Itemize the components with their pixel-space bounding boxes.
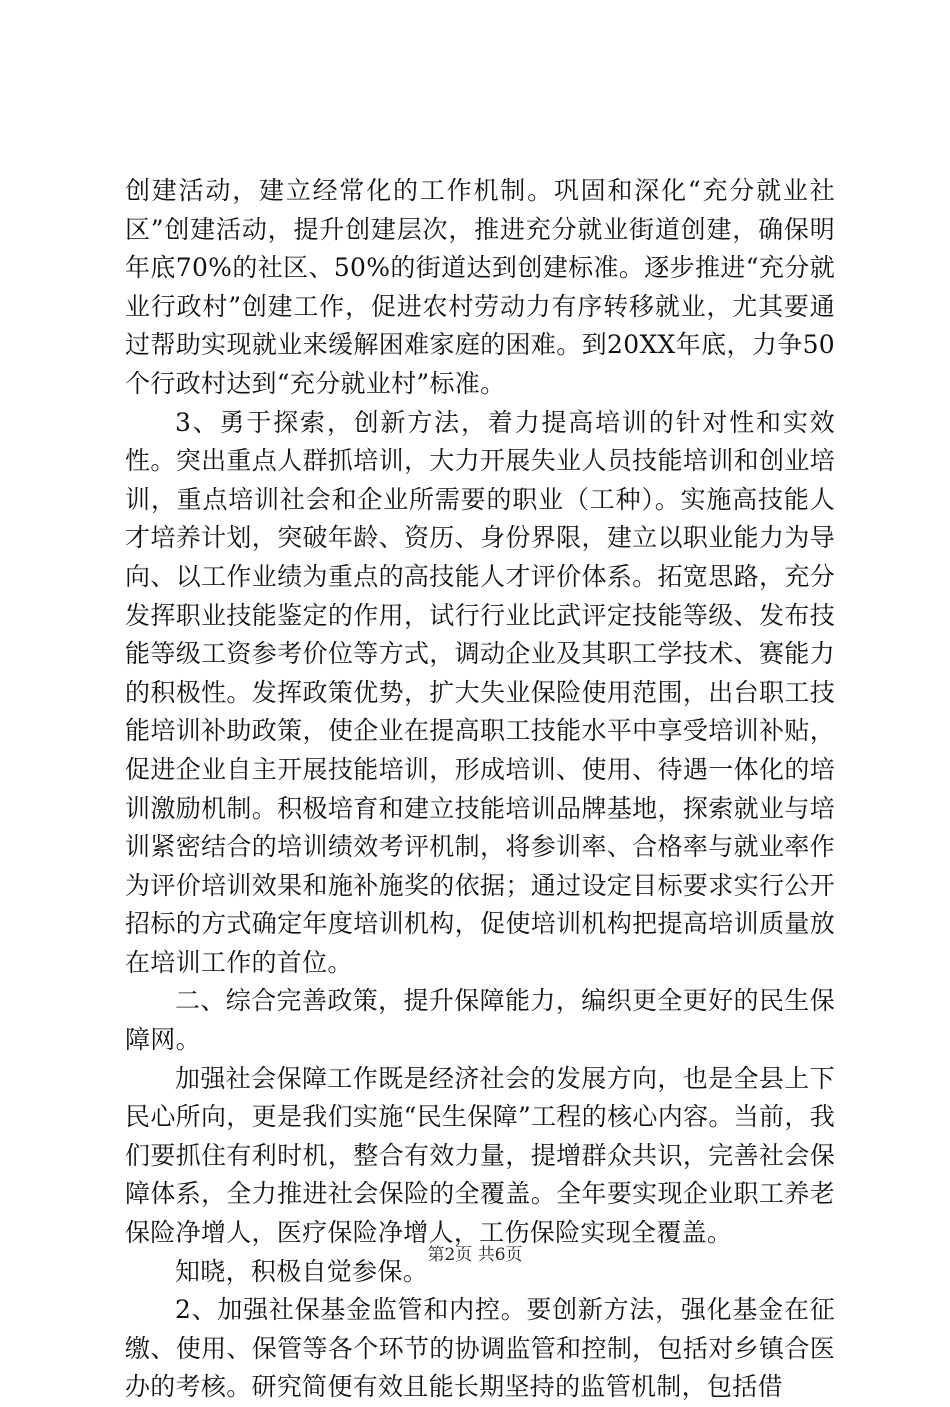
paragraph-continuation: 创建活动，建立经常化的工作机制。巩固和深化“充分就业社区”创建活动，提升创建层次，推进充分就业街道创建，确保明年底70%的社区、50%的街道达到创建标准。逐步推进“充分就业行政村”创建工作，促进农村劳动力有序转移就业，尤其要通过帮助实现就业来缓解困难家庭的困难。到20XX年底，力争50个行政村达到“充分就业村”标准。 bbox=[125, 176, 835, 398]
page-footer: 第2页 共6页 bbox=[427, 1245, 523, 1265]
paragraph-social-security: 加强社会保障工作既是经济社会的发展方向，也是全县上下民心所向，更是我们实施“民生保障”工程的核心内容。当前，我们要抓住有利时机，整合有效力量，提增群众共识，完善社会保障体系，全力推进社会保险的全覆盖。全年要实现企业职工养老保险净增人，医疗保险净增人，工伤保险实现全覆盖。 bbox=[125, 1063, 835, 1248]
paragraph-awareness: 知晓，积极自觉参保。 bbox=[175, 1256, 429, 1286]
document-body bbox=[125, 172, 835, 1407]
paragraph-heading-two: 二、综合完善政策，提升保障能力，编织更全更好的民生保障网。 bbox=[125, 986, 835, 1055]
paragraph-fund-supervision: 2、加强社保基金监管和内控。要创新方法，强化基金在征缴、使用、保管等各个环节的协调监管和控制，包括对乡镇合医办的考核。研究简便有效且能长期坚持的监管机制，包括借 bbox=[125, 1295, 835, 1402]
paragraph-training: 3、勇于探索，创新方法，着力提高培训的针对性和实效性。突出重点人群抓培训，大力开展失业人员技能培训和创业培训，重点培训社会和企业所需要的职业（工种）。实施高技能人才培养计划，突破年龄、资历、身份界限，建立以职业能力为导向、以工作业绩为重点的高技能人才评价体系。拓宽思路，充分发挥职业技能鉴定的作用，试行行业比武评定技能等级、发布技能等级工资参考价位等方式，调动企业及其职工学技术、赛能力的积极性。发挥政策优势，扩大失业保险使用范围，出台职工技能培训补助政策，使企业在提高职工技能水平中享受培训补贴，促进企业自主开展技能培训，形成培训、使用、待遇一体化的培训激励机制。积极培育和建立技能培训品牌基地，探索就业与培训紧密结合的培训绩效考评机制，将参训率、合格率与就业率作为评价培训效果和施补施奖的依据；通过设定目标要求实行公开招标的方式确定年度培训机构，促使培训机构把提高培训质量放在培训工作的首位。 bbox=[125, 407, 835, 977]
